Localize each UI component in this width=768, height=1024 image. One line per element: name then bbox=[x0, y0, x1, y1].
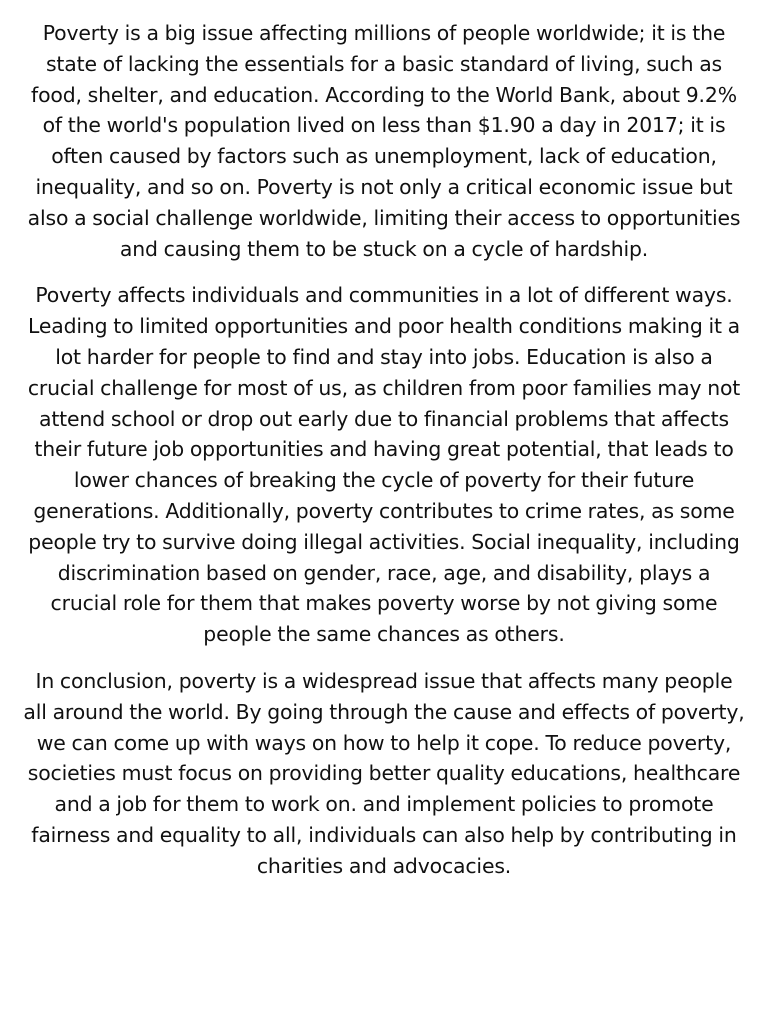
paragraph-introduction: Poverty is a big issue affecting millions of people worldwide; it is the state of lacking the essentials for a basic standard of living, such as food, shelter, and education. According to the World Bank, about 9.2% of the world's population lived on less than $1.90 a day in 2017; it is often caused by factors such as unemployment, lack of education, inequality, and so on. Poverty is not only a critical economic issue but also a social challenge worldwide, limiting their access to opportunities and causing them to be stuck on a cycle of hardship. bbox=[27, 21, 741, 261]
paragraph-conclusion: In conclusion, poverty is a widespread issue that affects many people all around the world. By going through the cause and effects of poverty, we can come up with ways on how to help it cope. To reduce poverty, societies must focus on providing better quality educations, healthcare and a job for them to work on. and implement policies to promote fairness and equality to all, individuals can also help by contributing in charities and advocacies. bbox=[23, 668, 745, 878]
paragraph-effects: Poverty affects individuals and communities in a lot of different ways. Leading to limited opportunities and poor health conditions making it a lot harder for people to find and stay into jobs. Education is also a crucial challenge for most of us, as children from poor families may not attend school or drop out early due to financial problems that affects their future job opportunities and having great potential, that leads to lower chances of breaking the cycle of poverty for their future generations. Additionally, poverty contributes to crime rates, as some people try to survive doing illegal activities. Social inequality, including discrimination based on gender, race, age, and disability, plays a crucial role for them that makes poverty worse by not giving some people the same chances as others. bbox=[27, 283, 741, 647]
